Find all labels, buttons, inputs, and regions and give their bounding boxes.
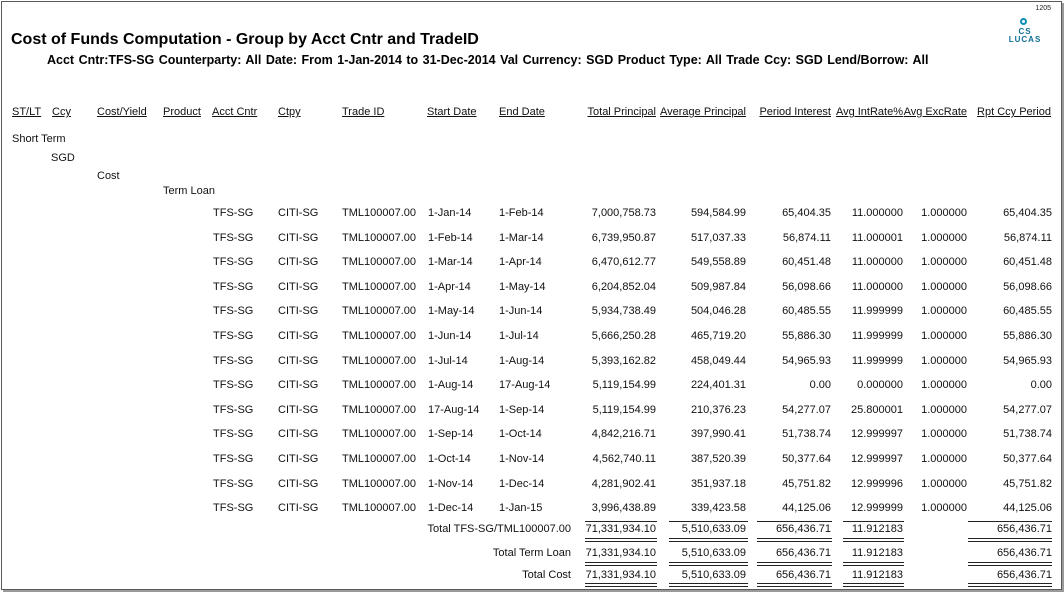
column-header-acct-cntr: Acct Cntr: [212, 106, 258, 118]
cell-start-date: 1-Aug-14: [428, 379, 474, 391]
total-rule-line: [968, 565, 1052, 566]
cell-average-principal: 397,990.41: [690, 428, 746, 440]
cell-rpt-ccy-period: 54,277.07: [1003, 404, 1052, 416]
cell-rpt-ccy-period: 60,485.55: [1003, 305, 1052, 317]
total-rule-line: [669, 583, 748, 584]
company-logo: [1005, 16, 1045, 48]
total-rule-line: [968, 562, 1052, 563]
cell-acct-cntr: TFS-SG: [213, 404, 254, 416]
total-rule-line: [585, 521, 657, 522]
cell-total-principal: 7,000,758.73: [591, 207, 656, 219]
total-average-principal: 5,510,633.09: [681, 523, 746, 535]
cell-period-interest: 50,377.64: [782, 453, 831, 465]
cell-avg-excrate: 1.000000: [921, 256, 967, 268]
logo-text-bottom: LUCAS: [1008, 35, 1042, 44]
cell-period-interest: 56,874.11: [782, 232, 831, 244]
cell-acct-cntr: TFS-SG: [213, 478, 254, 490]
cell-total-principal: 5,666,250.28: [591, 330, 656, 342]
total-rule-line: [585, 541, 657, 542]
cell-ctpy: CITI-SG: [278, 207, 319, 219]
cell-end-date: 1-Dec-14: [499, 478, 545, 490]
total-rule-line: [669, 562, 748, 563]
cell-avg-excrate: 1.000000: [921, 232, 967, 244]
total-average-principal: 5,510,633.09: [681, 569, 746, 581]
report-filter-criteria: Acct Cntr:TFS-SG Counterparty: All Date: From 1-Jan-2014 to 31-Dec-2014 Val Currency: SGD Product Type: All Trade Ccy: SGD Lend/Borrow: All: [47, 53, 929, 67]
cell-end-date: 1-Mar-14: [499, 232, 544, 244]
cell-avg-intrate: 12.999999: [851, 502, 903, 514]
cell-total-principal: 5,119,154.99: [592, 404, 656, 416]
cell-end-date: 1-Feb-14: [499, 207, 544, 219]
cell-acct-cntr: TFS-SG: [213, 256, 254, 268]
total-total-principal: 71,331,934.10: [585, 569, 656, 581]
total-rule-line: [585, 538, 657, 539]
cell-start-date: 1-Nov-14: [428, 478, 474, 490]
cell-trade-id: TML100007.00: [342, 478, 416, 490]
cell-end-date: 1-Jul-14: [499, 330, 539, 342]
cell-avg-intrate: 11.000001: [851, 232, 903, 244]
cell-trade-id: TML100007.00: [342, 305, 416, 317]
cell-trade-id: TML100007.00: [342, 232, 416, 244]
cell-trade-id: TML100007.00: [342, 453, 416, 465]
cell-period-interest: 0.00: [809, 379, 831, 391]
cell-average-principal: 509,987.84: [690, 281, 746, 293]
cell-avg-intrate: 11.000000: [851, 281, 903, 293]
total-rule-line: [968, 583, 1052, 584]
cell-end-date: 17-Aug-14: [499, 379, 551, 391]
cell-avg-excrate: 1.000000: [921, 453, 967, 465]
cell-rpt-ccy-period: 60,451.48: [1003, 256, 1052, 268]
cell-acct-cntr: TFS-SG: [213, 355, 254, 367]
cell-start-date: 1-Dec-14: [428, 502, 474, 514]
cell-acct-cntr: TFS-SG: [213, 305, 254, 317]
cell-avg-intrate: 12.999996: [851, 478, 903, 490]
cell-start-date: 17-Aug-14: [428, 404, 480, 416]
total-period-interest: 656,436.71: [775, 569, 831, 581]
total-rule-line: [757, 565, 832, 566]
cell-rpt-ccy-period: 51,738.74: [1003, 428, 1052, 440]
cell-period-interest: 44,125.06: [782, 502, 831, 514]
total-rule-line: [843, 565, 904, 566]
column-header-st-lt: ST/LT: [12, 106, 42, 118]
total-rule-line: [585, 586, 657, 587]
total-rule-line: [968, 541, 1052, 542]
cell-start-date: 1-Jun-14: [428, 330, 472, 342]
cell-average-principal: 594,584.99: [690, 207, 746, 219]
cell-acct-cntr: TFS-SG: [213, 281, 254, 293]
cell-total-principal: 3,996,438.89: [591, 502, 656, 514]
cell-avg-intrate: 11.999999: [851, 305, 903, 317]
cell-period-interest: 55,886.30: [782, 330, 831, 342]
cell-end-date: 1-Sep-14: [499, 404, 545, 416]
cell-rpt-ccy-period: 0.00: [1030, 379, 1052, 391]
cell-ctpy: CITI-SG: [278, 305, 319, 317]
cell-avg-excrate: 1.000000: [921, 478, 967, 490]
total-rule-line: [669, 586, 748, 587]
column-header-avg-excrate: Avg ExcRate: [903, 106, 967, 118]
cell-period-interest: 54,277.07: [782, 404, 831, 416]
total-rule-line: [669, 538, 748, 539]
total-rule-line: [968, 586, 1052, 587]
total-avg-intrate: 11.912183: [851, 547, 903, 559]
column-header-ccy: Ccy: [52, 106, 71, 118]
cell-acct-cntr: TFS-SG: [213, 207, 254, 219]
cell-average-principal: 210,376.23: [690, 404, 746, 416]
total-average-principal: 5,510,633.09: [681, 547, 746, 559]
cell-avg-intrate: 11.999999: [851, 330, 903, 342]
cell-avg-excrate: 1.000000: [921, 502, 967, 514]
group-ccy-label: SGD: [51, 152, 75, 164]
total-rpt-ccy-period: 656,436.71: [996, 523, 1052, 535]
total-rule-line: [585, 565, 657, 566]
column-header-total-principal: Total Principal: [587, 106, 656, 118]
cell-period-interest: 51,738.74: [782, 428, 831, 440]
cell-start-date: 1-May-14: [428, 305, 475, 317]
cell-start-date: 1-Mar-14: [428, 256, 473, 268]
cell-avg-excrate: 1.000000: [921, 281, 967, 293]
cell-total-principal: 4,842,216.71: [591, 428, 656, 440]
cell-rpt-ccy-period: 54,965.93: [1003, 355, 1052, 367]
cell-start-date: 1-Jan-14: [428, 207, 472, 219]
column-header-end-date: End Date: [499, 106, 545, 118]
cell-ctpy: CITI-SG: [278, 502, 319, 514]
cell-rpt-ccy-period: 56,098.66: [1003, 281, 1052, 293]
cell-avg-excrate: 1.000000: [921, 305, 967, 317]
page-number: 1205: [1035, 5, 1051, 12]
cell-ctpy: CITI-SG: [278, 281, 319, 293]
cell-avg-intrate: 11.000000: [851, 207, 903, 219]
total-rule-line: [843, 538, 904, 539]
cell-trade-id: TML100007.00: [342, 379, 416, 391]
cell-total-principal: 5,119,154.99: [592, 379, 656, 391]
cell-average-principal: 504,046.28: [690, 305, 746, 317]
total-period-interest: 656,436.71: [775, 547, 831, 559]
cell-start-date: 1-Jul-14: [428, 355, 468, 367]
cell-end-date: 1-Jun-14: [499, 305, 543, 317]
cell-total-principal: 6,204,852.04: [591, 281, 656, 293]
cell-acct-cntr: TFS-SG: [213, 502, 254, 514]
cell-rpt-ccy-period: 44,125.06: [1003, 502, 1052, 514]
circle-logo-icon: [1020, 18, 1027, 25]
column-header-ctpy: Ctpy: [278, 106, 301, 118]
cell-avg-intrate: 12.999997: [851, 428, 903, 440]
total-period-interest: 656,436.71: [775, 523, 831, 535]
cell-trade-id: TML100007.00: [342, 281, 416, 293]
cell-end-date: 1-May-14: [499, 281, 546, 293]
cell-rpt-ccy-period: 65,404.35: [1003, 207, 1052, 219]
cell-start-date: 1-Feb-14: [428, 232, 473, 244]
cell-average-principal: 339,423.58: [690, 502, 746, 514]
cell-start-date: 1-Sep-14: [428, 428, 474, 440]
total-rpt-ccy-period: 656,436.71: [996, 569, 1052, 581]
cell-ctpy: CITI-SG: [278, 478, 319, 490]
cell-period-interest: 65,404.35: [782, 207, 831, 219]
total-rule-line: [968, 521, 1052, 522]
cell-trade-id: TML100007.00: [342, 256, 416, 268]
total-rule-line: [757, 521, 832, 522]
cell-average-principal: 351,937.18: [690, 478, 746, 490]
cell-avg-excrate: 1.000000: [921, 379, 967, 391]
cell-trade-id: TML100007.00: [342, 404, 416, 416]
cell-ctpy: CITI-SG: [278, 379, 319, 391]
group-stlt-label: Short Term: [12, 133, 66, 145]
total-rule-line: [757, 562, 832, 563]
total-rule-line: [843, 521, 904, 522]
total-rule-line: [843, 583, 904, 584]
cell-ctpy: CITI-SG: [278, 330, 319, 342]
cell-period-interest: 60,485.55: [782, 305, 831, 317]
total-rule-line: [843, 562, 904, 563]
cell-total-principal: 4,562,740.11: [592, 453, 656, 465]
total-rule-line: [669, 541, 748, 542]
cell-ctpy: CITI-SG: [278, 453, 319, 465]
cell-avg-excrate: 1.000000: [921, 330, 967, 342]
group-cost-yield-label: Cost: [97, 170, 120, 182]
cell-trade-id: TML100007.00: [342, 207, 416, 219]
cell-ctpy: CITI-SG: [278, 355, 319, 367]
cell-ctpy: CITI-SG: [278, 232, 319, 244]
cell-end-date: 1-Aug-14: [499, 355, 545, 367]
cell-avg-excrate: 1.000000: [921, 355, 967, 367]
total-rule-line: [757, 538, 832, 539]
total-rule-line: [968, 538, 1052, 539]
column-header-cost-yield: Cost/Yield: [97, 106, 147, 118]
cell-period-interest: 56,098.66: [782, 281, 831, 293]
column-header-trade-id: Trade ID: [342, 106, 385, 118]
total-rpt-ccy-period: 656,436.71: [996, 547, 1052, 559]
cell-trade-id: TML100007.00: [342, 330, 416, 342]
cell-end-date: 1-Nov-14: [499, 453, 545, 465]
cell-rpt-ccy-period: 55,886.30: [1003, 330, 1052, 342]
total-rule-line: [843, 586, 904, 587]
cell-acct-cntr: TFS-SG: [213, 330, 254, 342]
cell-trade-id: TML100007.00: [342, 428, 416, 440]
cell-trade-id: TML100007.00: [342, 502, 416, 514]
cell-start-date: 1-Apr-14: [428, 281, 471, 293]
total-rule-line: [757, 586, 832, 587]
total-rule-line: [585, 583, 657, 584]
cell-avg-intrate: 12.999997: [851, 453, 903, 465]
column-header-product: Product: [163, 106, 201, 118]
cell-avg-excrate: 1.000000: [921, 207, 967, 219]
cell-end-date: 1-Apr-14: [499, 256, 542, 268]
total-rule-line: [669, 521, 748, 522]
cell-average-principal: 224,401.31: [690, 379, 746, 391]
column-header-rpt-ccy-period: Rpt Ccy Period: [977, 106, 1051, 118]
cell-ctpy: CITI-SG: [278, 428, 319, 440]
total-total-principal: 71,331,934.10: [585, 547, 656, 559]
cell-avg-intrate: 11.999999: [851, 355, 903, 367]
cell-average-principal: 517,037.33: [690, 232, 746, 244]
cell-total-principal: 4,281,902.41: [591, 478, 656, 490]
cell-start-date: 1-Oct-14: [428, 453, 471, 465]
total-avg-intrate: 11.912183: [851, 523, 903, 535]
total-rule-line: [669, 565, 748, 566]
cell-ctpy: CITI-SG: [278, 404, 319, 416]
cell-acct-cntr: TFS-SG: [213, 453, 254, 465]
total-total-principal: 71,331,934.10: [585, 523, 656, 535]
cell-total-principal: 5,934,738.49: [591, 305, 656, 317]
cell-ctpy: CITI-SG: [278, 256, 319, 268]
column-header-period-interest: Period Interest: [759, 106, 831, 118]
cell-total-principal: 6,470,612.77: [591, 256, 656, 268]
cell-rpt-ccy-period: 56,874.11: [1003, 232, 1052, 244]
cell-period-interest: 60,451.48: [782, 256, 831, 268]
cell-average-principal: 549,558.89: [690, 256, 746, 268]
cell-period-interest: 45,751.82: [782, 478, 831, 490]
column-header-start-date: Start Date: [427, 106, 477, 118]
cell-rpt-ccy-period: 50,377.64: [1003, 453, 1052, 465]
total-rule-line: [843, 541, 904, 542]
total-label: Total TFS-SG/TML100007.00: [427, 523, 571, 535]
cell-end-date: 1-Jan-15: [499, 502, 543, 514]
cell-total-principal: 6,739,950.87: [591, 232, 656, 244]
column-header-avg-intrate: Avg IntRate%: [835, 106, 903, 118]
total-avg-intrate: 11.912183: [851, 569, 903, 581]
cell-trade-id: TML100007.00: [342, 355, 416, 367]
cell-avg-excrate: 1.000000: [921, 404, 967, 416]
cell-average-principal: 387,520.39: [690, 453, 746, 465]
cell-end-date: 1-Oct-14: [499, 428, 542, 440]
total-label: Total Term Loan: [492, 547, 571, 559]
cell-average-principal: 458,049.44: [690, 355, 746, 367]
cell-total-principal: 5,393,162.82: [591, 355, 656, 367]
cell-acct-cntr: TFS-SG: [213, 428, 254, 440]
total-label: Total Cost: [522, 569, 571, 581]
total-rule-line: [757, 541, 832, 542]
total-rule-line: [757, 583, 832, 584]
report-title: Cost of Funds Computation - Group by Acct Cntr and TradeID: [11, 31, 479, 48]
cell-avg-intrate: 0.000000: [857, 379, 903, 391]
cell-acct-cntr: TFS-SG: [213, 379, 254, 391]
group-product-label: Term Loan: [163, 185, 215, 197]
cell-period-interest: 54,965.93: [782, 355, 831, 367]
cell-rpt-ccy-period: 45,751.82: [1003, 478, 1052, 490]
cell-acct-cntr: TFS-SG: [213, 232, 254, 244]
cell-avg-excrate: 1.000000: [921, 428, 967, 440]
report-page: [1, 1, 1062, 590]
column-header-average-principal: Average Principal: [659, 106, 746, 118]
cell-average-principal: 465,719.20: [690, 330, 746, 342]
total-rule-line: [585, 562, 657, 563]
cell-avg-intrate: 25.800001: [851, 404, 903, 416]
cell-avg-intrate: 11.000000: [851, 256, 903, 268]
logo-text-top: CS: [1018, 27, 1032, 36]
